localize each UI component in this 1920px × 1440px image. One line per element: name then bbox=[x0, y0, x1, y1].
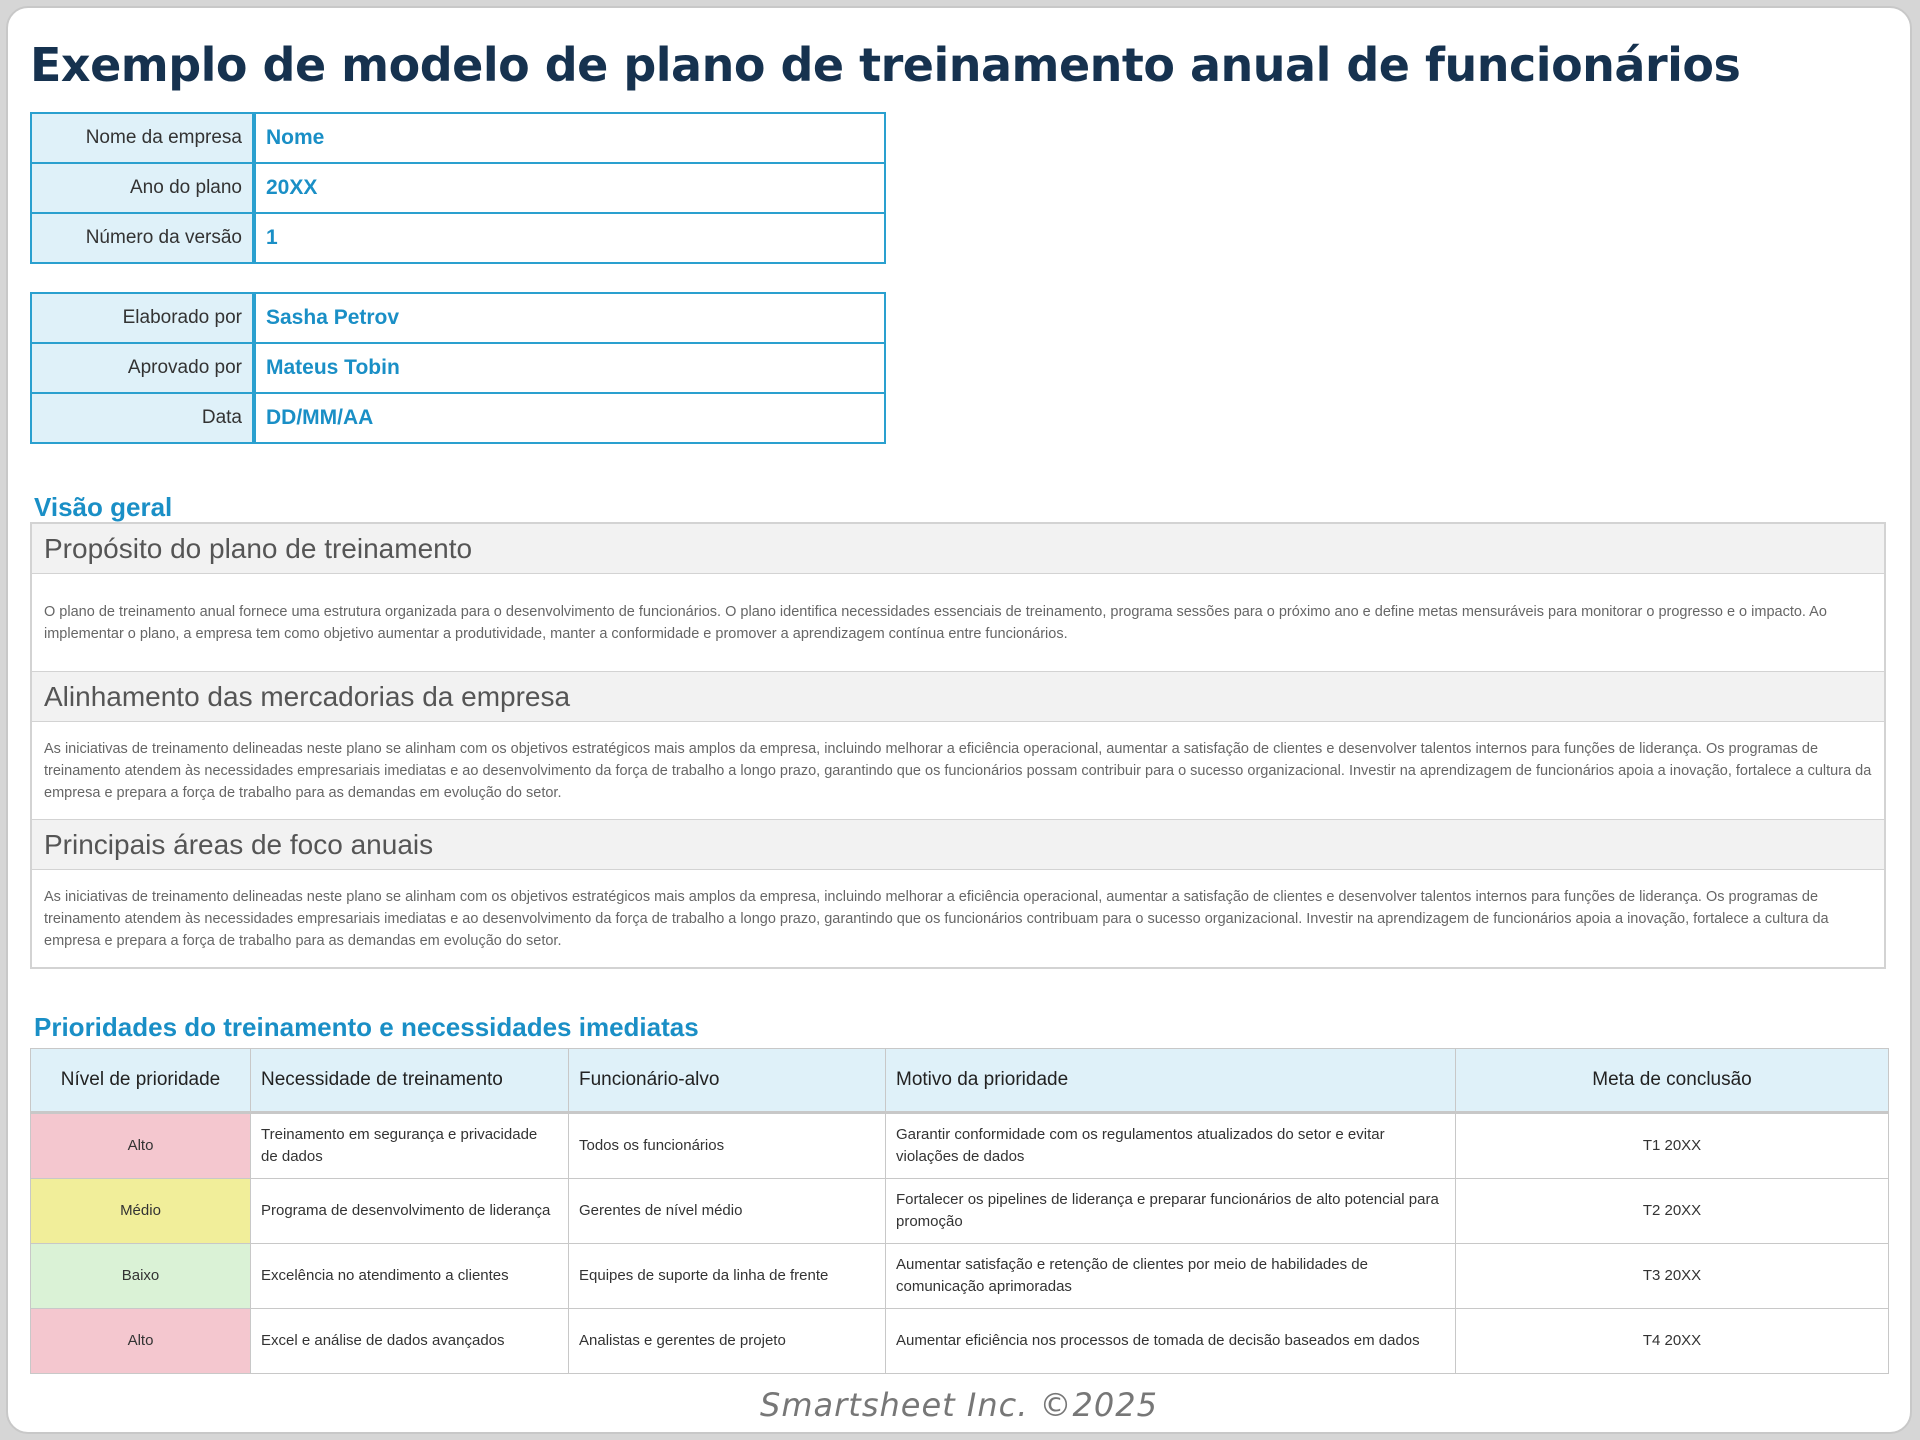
info-value[interactable]: DD/MM/AA bbox=[254, 393, 885, 443]
info-label: Número da versão bbox=[31, 213, 254, 263]
target-employee-cell[interactable]: Analistas e gerentes de projeto bbox=[569, 1309, 886, 1374]
overview-section-title: Principais áreas de foco anuais bbox=[32, 820, 1884, 870]
info-value[interactable]: 20XX bbox=[254, 163, 885, 213]
info-label: Elaborado por bbox=[31, 293, 254, 343]
completion-goal-cell[interactable]: T2 20XX bbox=[1456, 1179, 1889, 1244]
overview-heading: Visão geral bbox=[34, 492, 173, 522]
info-row bbox=[31, 113, 885, 163]
overview-section-body[interactable] bbox=[32, 722, 1884, 820]
info-value[interactable]: Mateus Tobin bbox=[254, 343, 885, 393]
priority-reason-cell[interactable]: Aumentar satisfação e retenção de clientes por meio de habilidades de comunicação aprimoradas bbox=[886, 1244, 1456, 1309]
info-row bbox=[31, 393, 885, 443]
table-row bbox=[31, 1179, 1889, 1244]
overview-section-body[interactable] bbox=[32, 870, 1884, 967]
overview-section-title: Alinhamento das mercadorias da empresa bbox=[32, 672, 1884, 722]
table-row bbox=[31, 1244, 1889, 1309]
table-row bbox=[31, 1309, 1889, 1374]
info-row bbox=[31, 343, 885, 393]
completion-goal-cell[interactable]: T1 20XX bbox=[1456, 1113, 1889, 1179]
info-row bbox=[31, 163, 885, 213]
priority-level-cell[interactable]: Baixo bbox=[31, 1244, 251, 1309]
priority-reason-cell[interactable]: Fortalecer os pipelines de liderança e preparar funcionários de alto potencial para promoção bbox=[886, 1179, 1456, 1244]
overview-section-title: Propósito do plano de treinamento bbox=[32, 524, 1884, 574]
column-header-goal: Meta de conclusão bbox=[1456, 1049, 1889, 1113]
target-employee-cell[interactable]: Todos os funcionários bbox=[569, 1113, 886, 1179]
info-value[interactable]: 1 bbox=[254, 213, 885, 263]
priority-level-cell[interactable]: Alto bbox=[31, 1309, 251, 1374]
overview-section-body[interactable] bbox=[32, 574, 1884, 672]
overview-section-text: As iniciativas de treinamento delineadas neste plano se alinham com os objetivos estratégicos mais amplos da empresa, incluindo melhorar a eficiência operacional, aumentar a satisfação de clientes e desenvolver talentos internos para funções de liderança. Os programas de treinamento atendem às necessidades empresariais imediatas e ao desenvolvimento da força de trabalho a longo prazo, garantindo que os funcionários possam contribuir para o sucesso organizacional. Investir na aprendizagem de funcionários apoia a inovação, fortalece a cultura da empresa e prepara a força de trabalho para as demandas em evolução do setor. bbox=[44, 740, 1872, 801]
priority-reason-cell[interactable]: Aumentar eficiência nos processos de tomada de decisão baseados em dados bbox=[886, 1309, 1456, 1374]
target-employee-cell[interactable]: Gerentes de nível médio bbox=[569, 1179, 886, 1244]
footer-copyright: Smartsheet Inc. ©2025 bbox=[760, 1386, 1158, 1424]
completion-goal-cell[interactable]: T4 20XX bbox=[1456, 1309, 1889, 1374]
column-header-need: Necessidade de treinamento bbox=[251, 1049, 569, 1113]
approval-info-table bbox=[30, 292, 886, 444]
document-page bbox=[6, 6, 1912, 1434]
priority-reason-cell[interactable]: Garantir conformidade com os regulamentos atualizados do setor e evitar violações de dados bbox=[886, 1113, 1456, 1179]
column-header-reason: Motivo da prioridade bbox=[886, 1049, 1456, 1113]
priority-level-cell[interactable]: Alto bbox=[31, 1113, 251, 1179]
table-row bbox=[31, 1113, 1889, 1179]
priorities-heading: Prioridades do treinamento e necessidades imediatas bbox=[34, 1012, 699, 1042]
completion-goal-cell[interactable]: T3 20XX bbox=[1456, 1244, 1889, 1309]
overview-panel bbox=[30, 522, 1886, 969]
target-employee-cell[interactable]: Equipes de suporte da linha de frente bbox=[569, 1244, 886, 1309]
info-value[interactable]: Sasha Petrov bbox=[254, 293, 885, 343]
priority-level-cell[interactable]: Médio bbox=[31, 1179, 251, 1244]
info-row bbox=[31, 293, 885, 343]
training-need-cell[interactable]: Treinamento em segurança e privacidade de dados bbox=[251, 1113, 569, 1179]
training-need-cell[interactable]: Programa de desenvolvimento de liderança bbox=[251, 1179, 569, 1244]
table-header-row bbox=[31, 1049, 1889, 1113]
info-label: Aprovado por bbox=[31, 343, 254, 393]
info-label: Ano do plano bbox=[31, 163, 254, 213]
page-title: Exemplo de modelo de plano de treinamento anual de funcionários bbox=[30, 38, 1741, 92]
training-need-cell[interactable]: Excelência no atendimento a clientes bbox=[251, 1244, 569, 1309]
info-row bbox=[31, 213, 885, 263]
column-header-priority: Nível de prioridade bbox=[31, 1049, 251, 1113]
info-value[interactable]: Nome bbox=[254, 113, 885, 163]
overview-section-text: O plano de treinamento anual fornece uma estrutura organizada para o desenvolvimento de funcionários. O plano identifica necessidades essenciais de treinamento, programa sessões para o próximo ano e define metas mensuráveis para monitorar o progresso e o impacto. Ao implementar o plano, a empresa tem como objetivo aumentar a produtividade, manter a conformidade e promover a aprendizagem contínua entre funcionários. bbox=[44, 603, 1827, 642]
info-label: Data bbox=[31, 393, 254, 443]
priorities-table bbox=[30, 1048, 1889, 1374]
company-info-table bbox=[30, 112, 886, 264]
column-header-target: Funcionário-alvo bbox=[569, 1049, 886, 1113]
info-label: Nome da empresa bbox=[31, 113, 254, 163]
training-need-cell[interactable]: Excel e análise de dados avançados bbox=[251, 1309, 569, 1374]
overview-section-text: As iniciativas de treinamento delineadas neste plano se alinham com os objetivos estratégicos mais amplos da empresa, incluindo melhorar a eficiência operacional, aumentar a satisfação de clientes e desenvolver talentos internos para funções de liderança. Os programas de treinamento atendem às necessidades empresariais imediatas e ao desenvolvimento da força de trabalho a longo prazo, garantindo que os funcionários contribuam para o sucesso organizacional. Investir na aprendizagem de funcionários apoia a inovação, fortalece a cultura da empresa e prepara a força de trabalho para as demandas em evolução do setor. bbox=[44, 888, 1829, 949]
